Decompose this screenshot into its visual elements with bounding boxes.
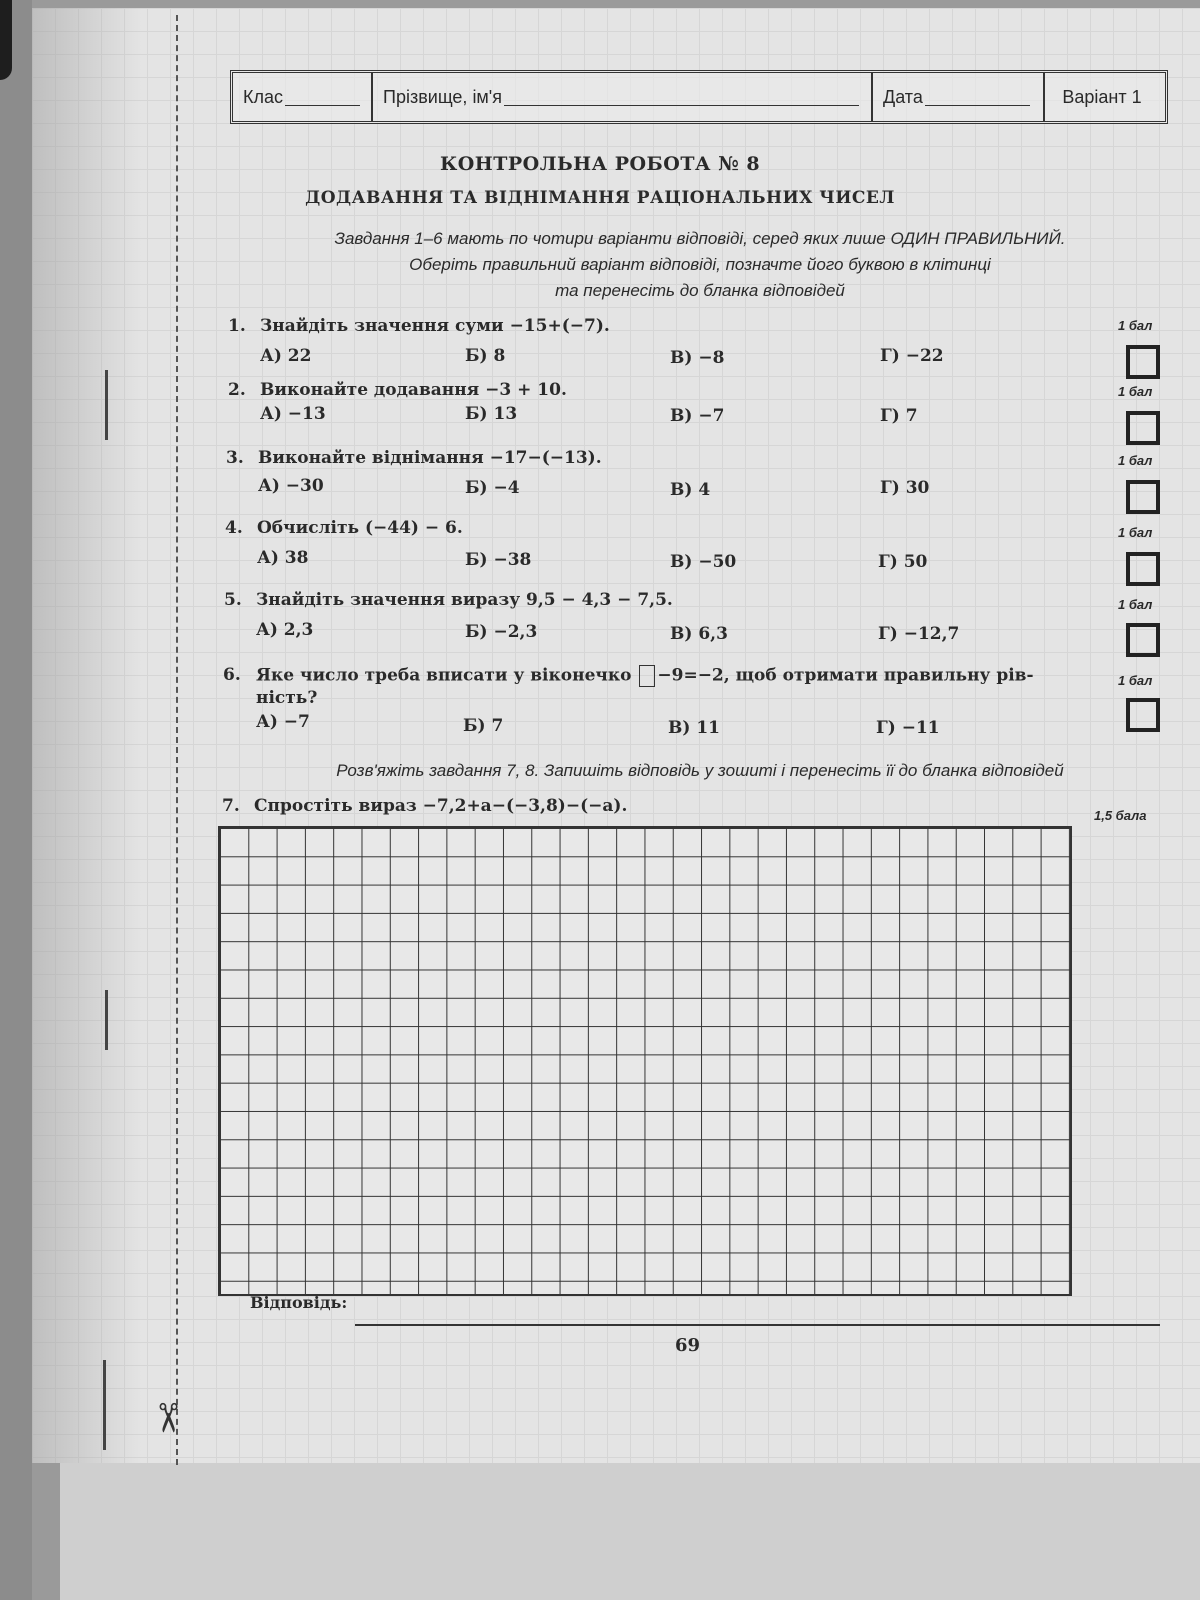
option-v: В) 4 (670, 480, 711, 500)
option-g: Г) 50 (878, 552, 928, 572)
cut-line (176, 15, 178, 1465)
question-text: Спростіть вираз −7,2+a−(−3,8)−(−a). (254, 796, 628, 816)
scissors-icon: ✂ (143, 1401, 190, 1435)
date-field[interactable] (873, 73, 1045, 121)
question-number: 2. (228, 380, 246, 400)
edge-mark (103, 1360, 106, 1450)
class-label: Клас (243, 86, 283, 107)
answer-box[interactable] (1126, 411, 1160, 445)
instruction-line: Завдання 1–6 мають по чотири варіанти відповіді, серед яких лише ОДИН ПРАВИЛЬНИЙ. (334, 229, 1066, 248)
option-b: Б) −4 (465, 478, 520, 498)
answer-box[interactable] (1126, 698, 1160, 732)
option-v: В) −8 (670, 348, 725, 368)
option-g: Г) −22 (880, 346, 944, 366)
next-page-edge (60, 1463, 1200, 1600)
option-v: В) 6,3 (670, 624, 728, 644)
option-b: Б) 7 (463, 716, 504, 736)
question-text-part: Яке число треба вписати у віконечко (256, 665, 632, 686)
question-text: Знайдіть значення суми −15+(−7). (260, 316, 610, 336)
class-field[interactable] (233, 73, 373, 121)
option-b: Б) 8 (465, 346, 506, 366)
work-grid[interactable] (218, 826, 1072, 1296)
answer-box[interactable] (1126, 552, 1160, 586)
answer-box[interactable] (1126, 623, 1160, 657)
instructions-part2: Розв'яжіть завдання 7, 8. Запишіть відповідь у зошиті і перенесіть її до бланка відповідей (336, 761, 1064, 780)
test-title: КОНТРОЛЬНА РОБОТА № 8 (439, 153, 761, 175)
option-g: Г) 30 (880, 478, 930, 498)
page-shadow (32, 8, 142, 1463)
variant-cell (1045, 73, 1159, 121)
question-number: 4. (225, 518, 243, 538)
points-label: 1 бал (1118, 673, 1153, 688)
points-label: 1,5 бала (1094, 808, 1147, 823)
instruction-line: Оберіть правильний варіант відповіді, позначте його буквою в клітинці (409, 255, 991, 274)
option-b: Б) −2,3 (465, 622, 538, 642)
question-text: Знайдіть значення виразу 9,5 − 4,3 − 7,5. (256, 590, 673, 610)
question-number: 3. (226, 448, 244, 468)
answer-box[interactable] (1126, 480, 1160, 514)
option-b: Б) 13 (465, 404, 518, 424)
date-label: Дата (883, 86, 923, 107)
answer-label: Відповідь: (250, 1293, 348, 1312)
instruction-line: та перенесіть до бланка відповідей (555, 281, 845, 300)
option-v: В) 11 (668, 718, 720, 738)
option-a: А) −30 (258, 476, 324, 496)
background-object (0, 0, 12, 80)
name-label: Прізвище, ім'я (383, 86, 502, 107)
option-b: Б) −38 (465, 550, 532, 570)
option-g: Г) 7 (880, 406, 918, 426)
answer-line[interactable] (355, 1324, 1160, 1326)
answer-box[interactable] (1126, 345, 1160, 379)
variant-label: Варіант 1 (1062, 86, 1142, 107)
option-g: Г) −11 (876, 718, 940, 738)
edge-mark (105, 370, 108, 440)
question-number: 7. (222, 796, 240, 816)
name-field[interactable] (373, 73, 873, 121)
question-number: 1. (228, 316, 246, 336)
question-text: Виконайте віднімання −17−(−13). (258, 448, 602, 468)
option-v: В) −7 (670, 406, 725, 426)
question-number: 5. (224, 590, 242, 610)
question-text: Обчисліть (−44) − 6. (257, 518, 463, 538)
option-a: А) −13 (260, 404, 326, 424)
question-text (256, 665, 1034, 687)
header-table (230, 70, 1168, 124)
option-a: А) 2,3 (256, 620, 314, 640)
instructions (240, 226, 1160, 304)
option-a: А) 38 (257, 548, 309, 568)
test-subtitle: ДОДАВАННЯ ТА ВІДНІМАННЯ РАЦІОНАЛЬНИХ ЧИСЕЛ (305, 188, 895, 208)
edge-mark (105, 990, 108, 1050)
points-label: 1 бал (1118, 525, 1153, 540)
points-label: 1 бал (1118, 384, 1153, 399)
option-v: В) −50 (670, 552, 737, 572)
option-a: А) −7 (256, 712, 310, 732)
points-label: 1 бал (1118, 453, 1153, 468)
blank-box (639, 665, 655, 687)
page-number: 69 (674, 1335, 701, 1356)
points-label: 1 бал (1118, 597, 1153, 612)
question-text-part: −9=−2, щоб отримати правильну рів- (657, 665, 1034, 686)
question-text: Виконайте додавання −3 + 10. (260, 380, 567, 400)
option-a: А) 22 (260, 346, 312, 366)
background-edge (0, 0, 32, 1600)
question-number: 6. (223, 665, 241, 685)
points-label: 1 бал (1118, 318, 1153, 333)
question-text-continued: ність? (256, 688, 318, 708)
option-g: Г) −12,7 (878, 624, 960, 644)
